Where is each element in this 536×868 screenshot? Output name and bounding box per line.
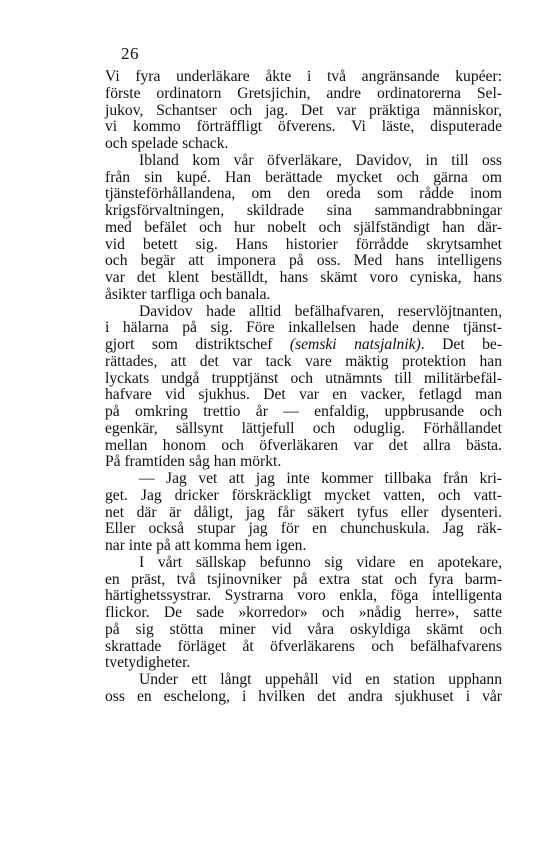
text-line: hafvare vid sjukhus. Det var en vacker, fetlagd man [105, 386, 502, 404]
text-line: oss en eschelong, i hvilken det andra sjukhuset i vår [105, 687, 502, 705]
text-line: get. Jag dricker förskräckligt mycket vatten, och vatt- [105, 486, 502, 504]
text-line: tvetydigheter. [105, 654, 191, 672]
text-line: var det klent beställdt, hans skämt voro cyniska, hans [105, 269, 502, 286]
text-line: Davidov hade alltid befälhafvaren, reservlöjtnanten, [139, 302, 502, 320]
text-line: flickor. De sade »korredor» och »nådig herre», satte [105, 604, 502, 621]
text-line: I vårt sällskap befunno sig vidare en apotekare, [139, 553, 502, 571]
text-line: gjort som distriktschef (semski natsjalnik). Det be- [105, 336, 503, 353]
text-line: och begär att imponera på oss. Med hans intelligens [105, 252, 502, 270]
text-line: vi kommo förträffligt öfverens. Vi läste, disputerade [105, 118, 502, 136]
text-line: skrattade förläget åt öfverläkarens och befälhafvarens [105, 637, 502, 655]
body-text [105, 69, 502, 706]
text-line: På framtiden såg han mörkt. [105, 453, 282, 471]
page-number: 26 [121, 44, 139, 63]
text-line: åsikter tarfliga och banala. [105, 285, 271, 303]
text-line: nar inte på att komma hem igen. [105, 537, 307, 554]
text-line: Under ett långt uppehåll vid en station upphann [139, 671, 502, 688]
text-line: egenkär, sällsynt lättjefull och oduglig. Förhållandet [105, 419, 502, 437]
text-line: förste ordinatorn Gretsjichin, andre ordinatorerna Sel- [105, 84, 502, 102]
text-line: på omkring trettio år — enfaldig, uppbrusande och [105, 403, 502, 420]
text-line: lyckats undgå trupptjänst och utnämnts till militärbefäl- [105, 369, 502, 387]
text-line: Eller också stupar jag för en chunchuskula. Jag räk- [105, 520, 502, 538]
text-line: och spelade schack. [105, 135, 229, 152]
text-line: på sig stötta miner vid våra oskyldiga skämt och [105, 620, 502, 638]
italic-term: (semski natsjalnik) [289, 336, 421, 353]
text-line: mellan honom och öfverläkaren var det allra bästa. [105, 436, 502, 454]
text-line: vid betett sig. Hans historier förrådde skrytsamhet [105, 235, 502, 253]
text-line: från sin kupé. Han berättade mycket och gärna om [105, 168, 502, 186]
text-line: rättades, att det var tack vare mäktig protektion han [105, 352, 502, 370]
text-line: Ibland kom vår öfverläkare, Davidov, in till oss [139, 151, 502, 169]
text-line: — Jag vet att jag inte kommer tillbaka från kri- [139, 470, 502, 487]
text-line: härtighetssystrar. Systrarna voro enkla, föga intelligenta [105, 587, 502, 605]
text-line: net där är dåligt, jag får säkert tyfus eller dysenteri. [105, 503, 502, 521]
text-line: med befälet och hur nobelt och själfständigt han där- [105, 218, 502, 236]
text-line: en präst, två tsjinovniker på extra stat och fyra barm- [105, 570, 502, 588]
text-line: i hälarna på sig. Före inkallelsen hade denne tjänst- [105, 319, 502, 337]
text-line: Vi fyra underläkare åkte i två angränsande kupéer: [105, 68, 502, 85]
text-line: tjänsteförhållandena, om den oreda som rådde inom [105, 185, 502, 203]
text-line: jukov, Schantser och jag. Det var präktiga människor, [105, 101, 502, 119]
text-line: krigsförvaltningen, skildrade sina sammandrabbningar [105, 202, 502, 219]
